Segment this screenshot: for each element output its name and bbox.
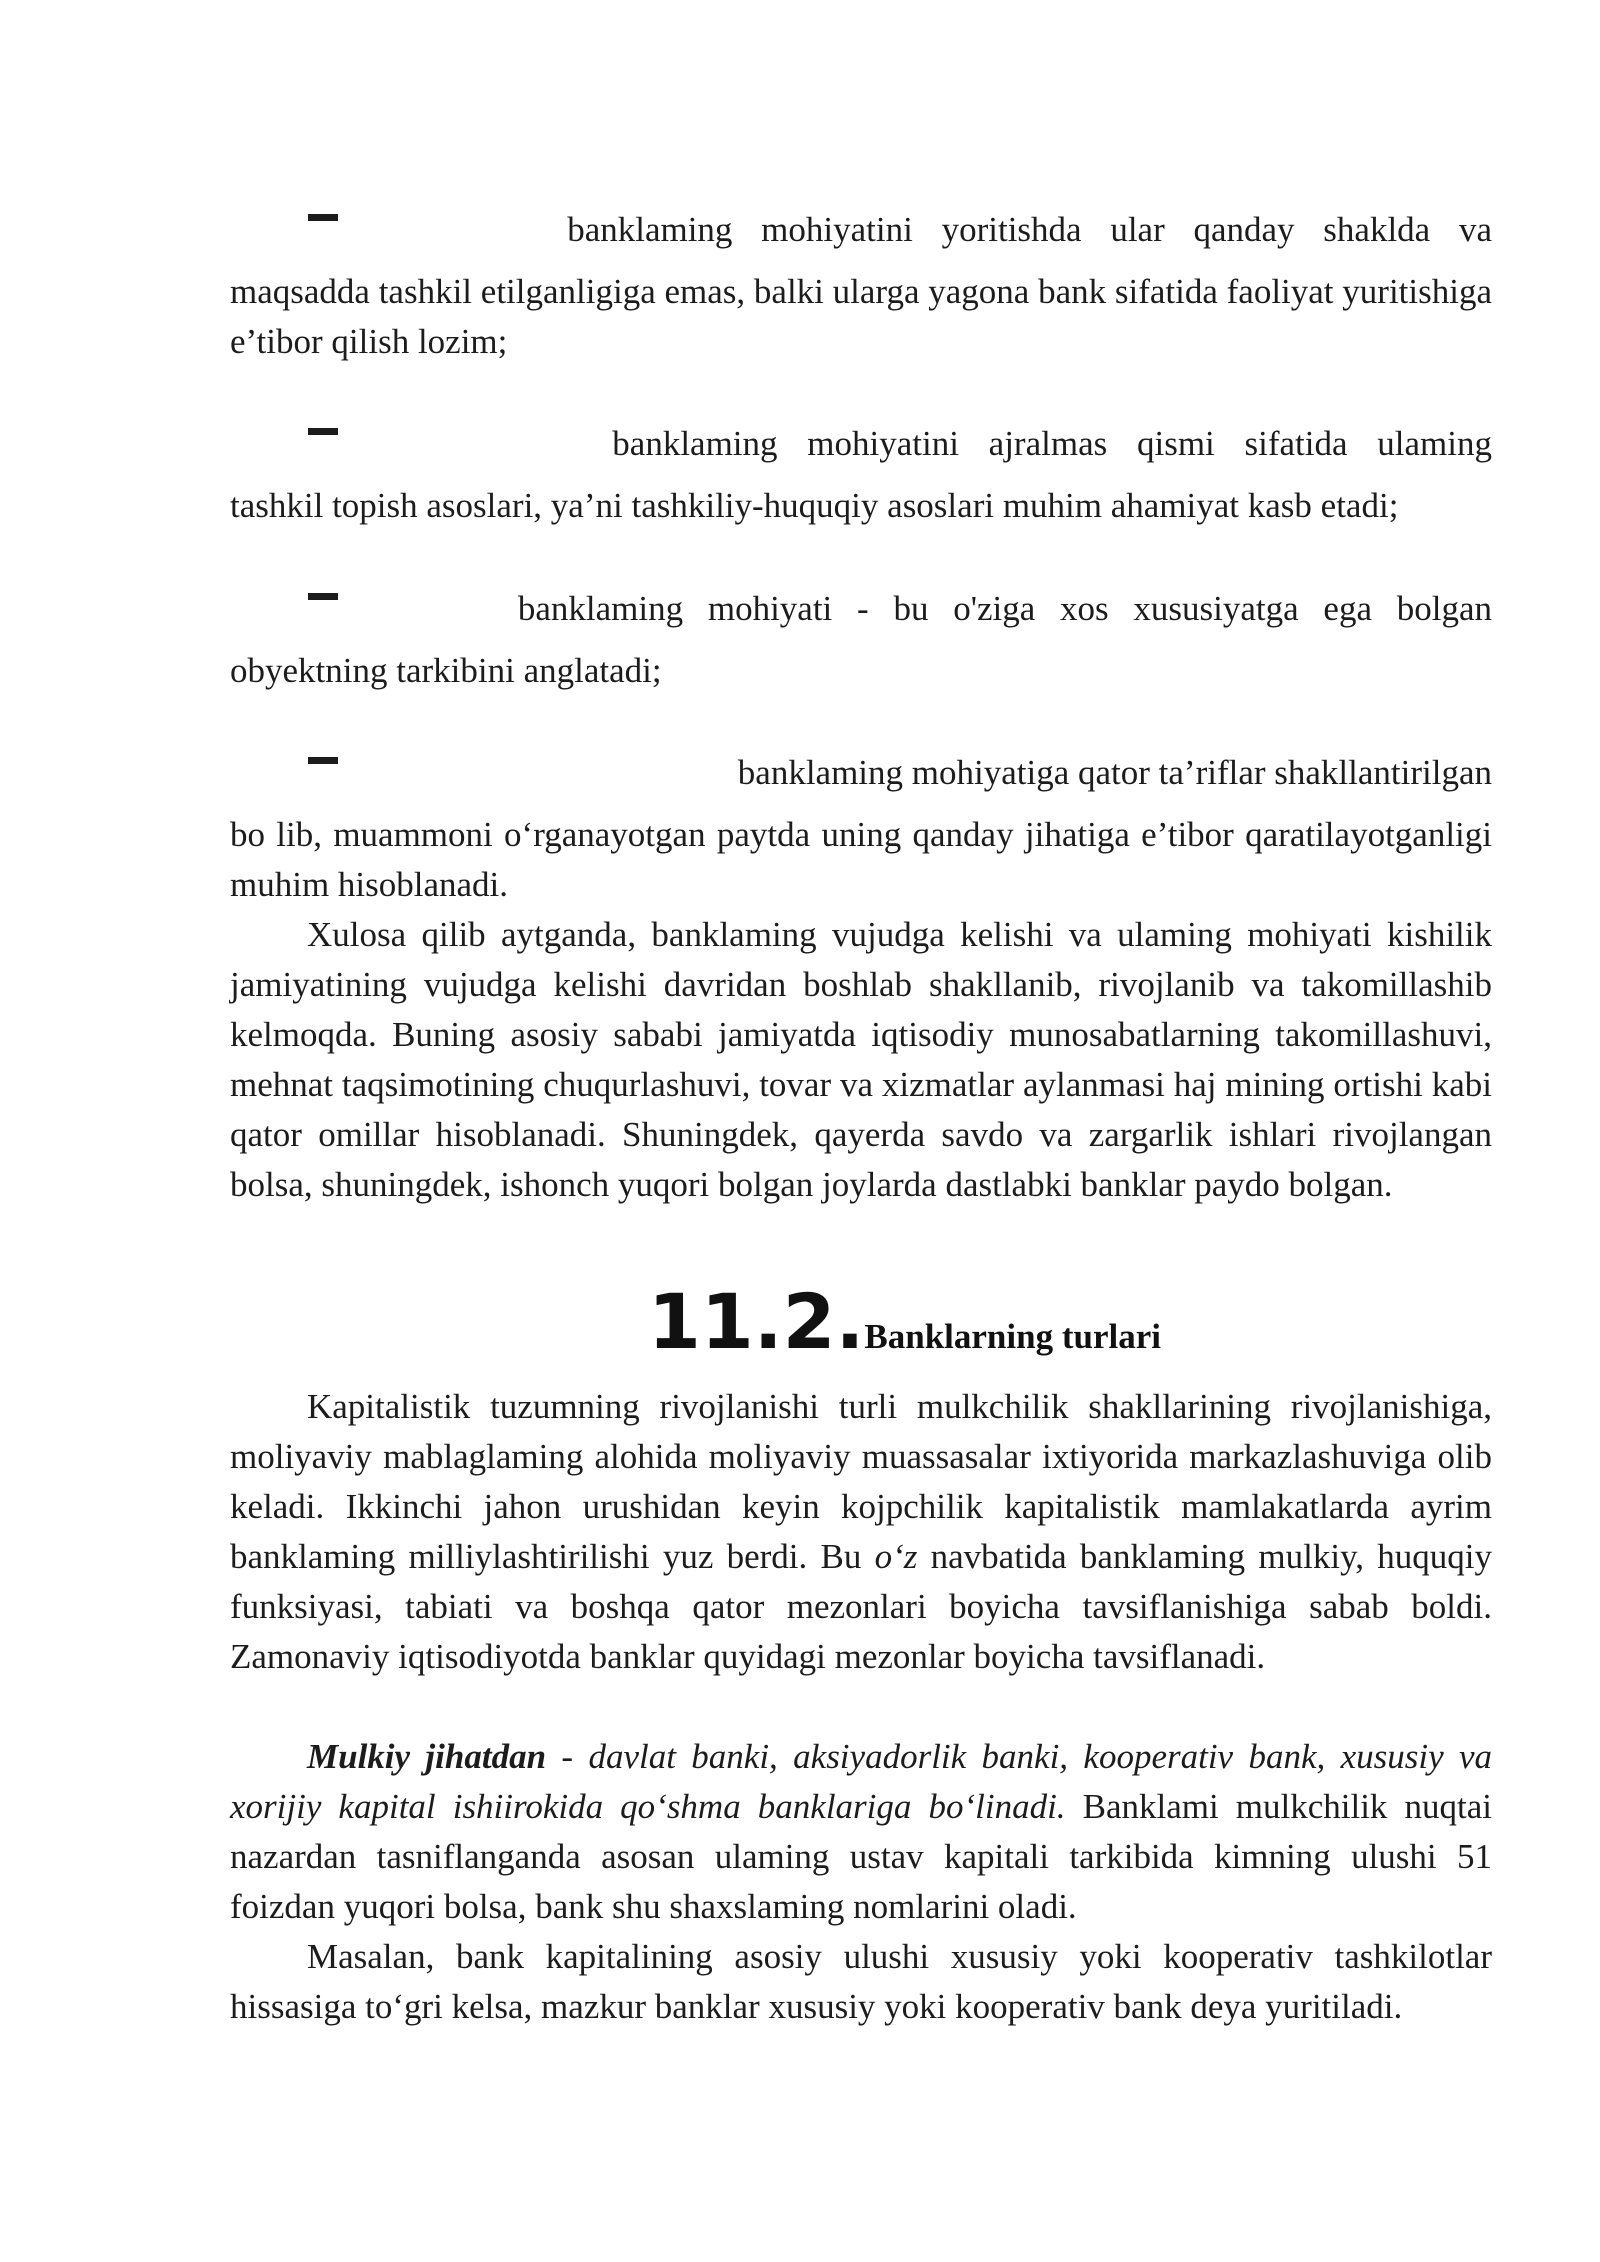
ownership-types: davlat banki, aksiyadorlik banki, kooperativ bank, xususiy va xorijiy kapital ishiirokida qo‘shma banklariga bo‘linadi. xyxy=(230,1737,1493,1826)
bullet-item-2 xyxy=(230,419,1492,531)
ownership-explanation: Banklami mulkchilik nuqtai nazardan tasniflanganda asosan ulaming ustav kapitali tarkibida kimning ulushi 51 foizdan yuqori bolsa, bank shu shaxslaming nomlarini oladi. xyxy=(230,1787,1492,1926)
bullet-1-rest: maqsadda tashkil etilganligiga emas, balki ularga yagona bank sifatida faoliyat yuritishiga e’tibor qilish lozim; xyxy=(230,272,1492,361)
bullet-4-rest: bo lib, muammoni o‘rganayotgan paytda uning qanday jihatiga e’tibor qaratilayotganligi muhim hisoblanadi. xyxy=(230,815,1492,904)
paragraph-example: Masalan, bank kapitalining asosiy ulushi xususiy yoki kooperativ tashkilotlar hissasiga to‘gri kelsa, mazkur banklar xususiy yoki kooperativ bank deya yuritiladi. xyxy=(230,1937,1492,2026)
section-number: 11.2. xyxy=(648,1277,865,1366)
section-heading xyxy=(648,1277,1161,1367)
bullet-3-first-line: banklaming mohiyati - bu o'ziga xos xususiyatga ega bolgan xyxy=(517,589,1492,628)
paragraph-capitalism-italic: o‘z xyxy=(874,1537,918,1576)
bullet-item-3 xyxy=(230,584,1492,696)
bullet-item-4 xyxy=(230,748,1492,910)
paragraph-capitalism-text-b: navbatida banklaming mulkiy, huquqiy funksiyasi, tabiati va boshqa qator mezonlari boyicha tavsiflanishiga sabab boldi. Zamonaviy iqtisodiyotda banklar quyidagi mezonlar boyicha tavsiflanadi. xyxy=(230,1537,1493,1676)
paragraph-capitalism-text-a: Kapitalistik tuzumning rivojlanishi turli mulkchilik shakllarining rivojlanishiga, moliyaviy mablaglaming alohida moliyaviy muassasalar ixtiyorida markazlashuviga olib keladi. Ikkinchi jahon urushidan keyin kojpchilik kapitalistik mamlakatlarda ayrim banklaming milliylashtirilishi yuz berdi. Bu xyxy=(230,1387,1492,1576)
bullet-3-rest: obyektning tarkibini anglatadi; xyxy=(230,651,662,690)
bullet-item-1 xyxy=(230,205,1492,367)
bullet-4-first-line: banklaming mohiyatiga qator ta’riflar shakllantirilgan xyxy=(737,753,1492,792)
bullet-2-first-line: banklaming mohiyatini ajralmas qismi sifatida ulaming xyxy=(612,424,1492,463)
ownership-dash: - xyxy=(546,1737,589,1776)
conclusion-paragraph: Xulosa qilib aytganda, banklaming vujudga kelishi va ulaming mohiyati kishilik jamiyatining vujudga kelishi davridan boshlab shakllanib, rivojlanib va takomillashib kelmoqda. Buning asosiy sababi jamiyatda iqtisodiy munosabatlarning takomillashuvi, mehnat taqsimotining chuqurlashuvi, tovar va xizmatlar aylanmasi haj mining ortishi kabi qator omillar hisoblanadi. Shuningdek, qayerda savdo va zargarlik ishlari rivojlangan bolsa, shuningdek, ishonch yuqori bolgan joylarda dastlabki banklar paydo bolgan. xyxy=(230,915,1492,1204)
bullet-2-rest: tashkil topish asoslari, ya’ni tashkiliy-huquqiy asoslari muhim ahamiyat kasb etadi; xyxy=(230,486,1399,525)
bullet-1-first-line: banklaming mohiyatini yoritishda ular qanday shaklda va xyxy=(567,210,1492,249)
paragraph-ownership xyxy=(230,1732,1492,1932)
section-title: Banklarning turlari xyxy=(864,1317,1161,1356)
ownership-term: Mulkiy jihatdan xyxy=(307,1737,547,1776)
paragraph-capitalism xyxy=(230,1382,1492,1682)
